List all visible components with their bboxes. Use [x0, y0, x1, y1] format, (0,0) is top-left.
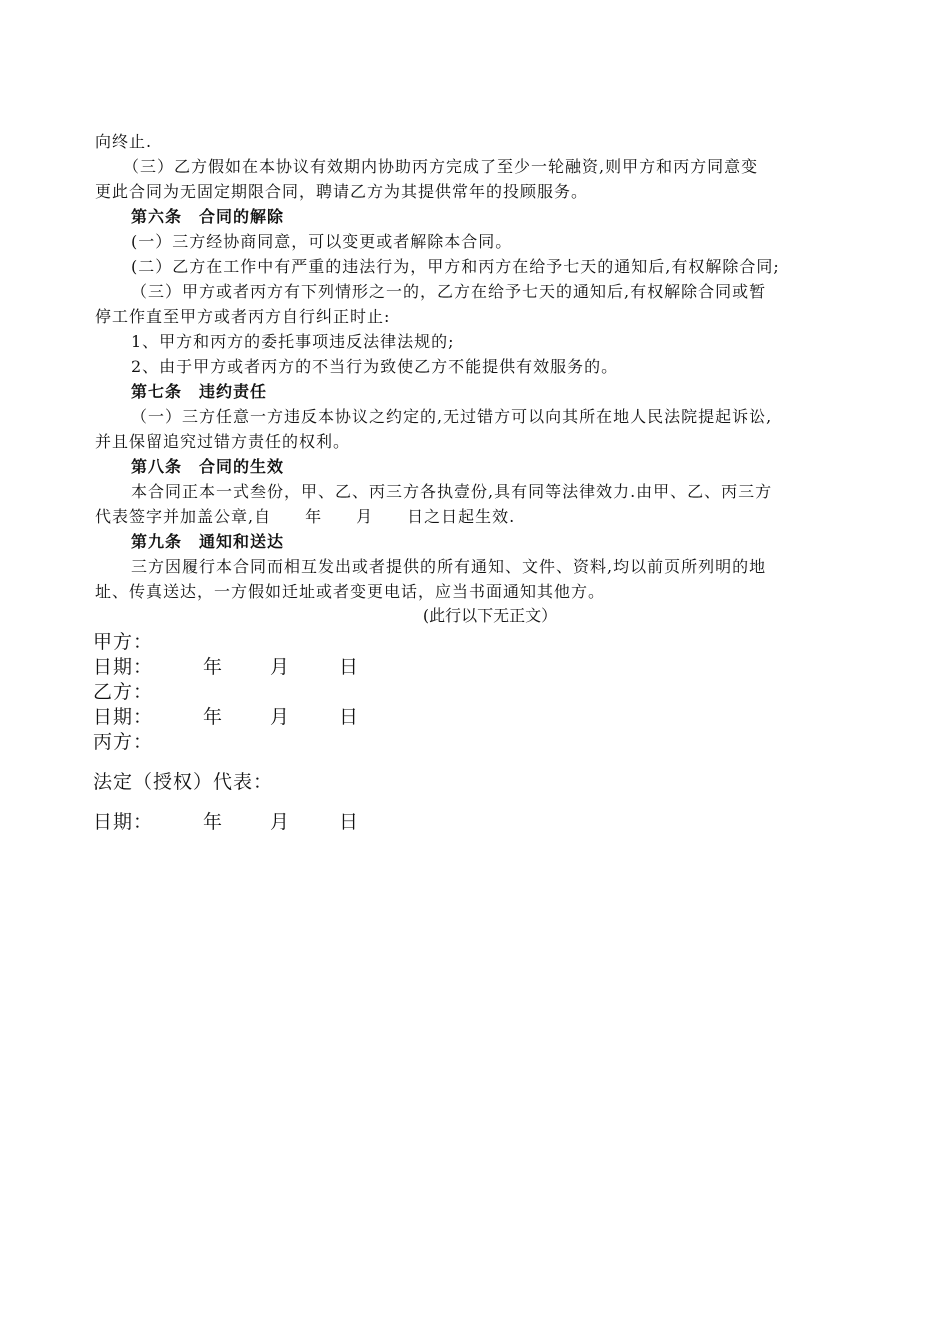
- year-label: 年: [203, 656, 224, 678]
- day-label: 日: [339, 811, 360, 833]
- text-line: 本合同正本一式叁份，甲、乙、丙三方各执壹份,具有同等法律效力.由甲、乙、丙三方: [131, 482, 773, 501]
- year-label: 年: [203, 706, 224, 728]
- text-line: 向终止.: [95, 132, 153, 151]
- day-label: 日: [339, 706, 360, 728]
- text-line: 三方因履行本合同而相互发出或者提供的所有通知、文件、资料,均以前页所列明的地: [131, 557, 767, 576]
- article-8-heading: 第八条 合同的生效: [131, 457, 285, 476]
- text-line: (二）乙方在工作中有严重的违法行为，甲方和丙方在给予七天的通知后,有权解除合同;: [131, 257, 780, 276]
- date-label: 日期：: [93, 706, 154, 728]
- party-c-date-row: [93, 810, 393, 834]
- end-of-text-note: (此行以下无正文）: [422, 606, 558, 625]
- date-label: 日期：: [93, 656, 154, 678]
- year-label: 年: [203, 811, 224, 833]
- text-line: 停工作直至甲方或者丙方自行纠正时止:: [95, 307, 391, 326]
- party-b-label: 乙方：: [93, 681, 154, 703]
- month-label: 月: [270, 811, 291, 833]
- party-a-date-row: [93, 655, 393, 679]
- article-7-heading: 第七条 违约责任: [131, 382, 268, 401]
- text-line: （一）三方任意一方违反本协议之约定的,无过错方可以向其所在地人民法院提起诉讼,: [131, 407, 773, 426]
- party-b-date-row: [93, 705, 393, 729]
- month-label: 月: [270, 656, 291, 678]
- text-line: （三）乙方假如在本协议有效期内协助丙方完成了至少一轮融资,则甲方和丙方同意变: [123, 157, 759, 176]
- party-a-label: 甲方：: [93, 631, 154, 653]
- text-line: （三）甲方或者丙方有下列情形之一的，乙方在给予七天的通知后,有权解除合同或暂: [131, 282, 767, 301]
- month-label: 月: [270, 706, 291, 728]
- article-9-heading: 第九条 通知和送达: [131, 532, 285, 551]
- date-label: 日期：: [93, 811, 154, 833]
- text-line: 更此合同为无固定期限合同，聘请乙方为其提供常年的投顾服务。: [95, 182, 589, 201]
- text-line: 代表签字并加盖公章,自 年 月 日之日起生效.: [95, 507, 516, 526]
- day-label: 日: [339, 656, 360, 678]
- text-line: 2、由于甲方或者丙方的不当行为致使乙方不能提供有效服务的。: [131, 357, 619, 376]
- party-c-label: 丙方：: [93, 731, 154, 753]
- text-line: 并且保留追究过错方责任的权利。: [95, 432, 351, 451]
- text-line: 1、甲方和丙方的委托事项违反法律法规的;: [131, 332, 455, 351]
- article-6-heading: 第六条 合同的解除: [131, 207, 285, 226]
- text-line: (一）三方经协商同意，可以变更或者解除本合同。: [131, 232, 513, 251]
- text-line: 址、传真送达，一方假如迁址或者变更电话，应当书面通知其他方。: [95, 582, 606, 601]
- legal-representative-label: 法定（授权）代表：: [93, 771, 274, 793]
